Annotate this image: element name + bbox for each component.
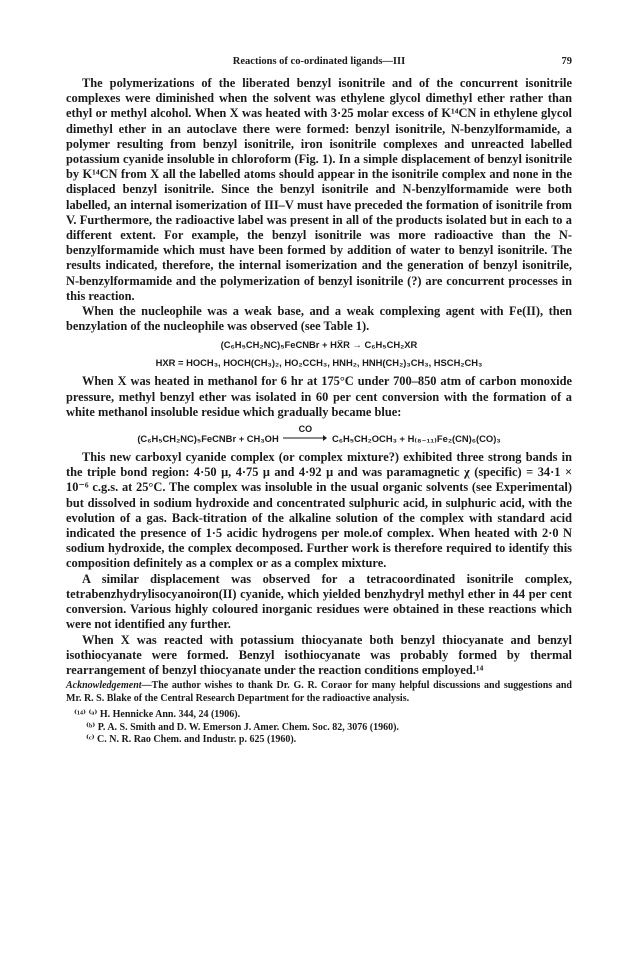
paragraph: A similar displacement was observed for a tetracoordinated isonitrile complex, tetrabenzhydrylisocyanoiron(II) cyanide, which yielded benzhydryl methyl ether in 44 per cent conversion. Various highly coloured inorganic residues were obtained in these reactions which were not identified any further.: [66, 571, 572, 632]
equation: [66, 424, 572, 446]
equation-right: C₆H₅CH₂OCH₃ + H₍₈₋₁₁₎Fe₂(CN)₆(CO)₃: [331, 433, 501, 445]
paragraph: The polymerizations of the liberated benzyl isonitrile and of the concurrent isonitrile complexes were diminished when the solvent was ethylene glycol dimethyl ether rather than ethyl or methyl alcohol. When X was heated with 3·25 molar excess of K¹⁴CN in ethylene glycol dimethyl ether in an autoclave there were formed: benzyl isonitrile, N-benzylformamide, a polymer resulting from benzyl isonitrile, iron isonitrile complexes and unreacted labelled potassium cyanide insoluble in chloroform (Fig. 1). In a simple displacement of benzyl isonitrile by K¹⁴CN from X all the labelled atoms should appear in the isonitrile complex and none in the displaced benzyl isonitrile. Since the benzyl isonitrile and N-benzylformamide were both labelled, an internal isomerization of III–V must have preceded the formation of isonitrile from V. Furthermore, the radioactive label was present in all of the products isolated but in each to a different extent. For example, the benzyl isonitrile was more radioactive than the N-benzylformamide which must have been formed by addition of water to benzyl isonitrile. The results indicated, therefore, the internal isomerization and the generation of benzyl isonitrile, N-benzylformamide and the polymerization of benzyl isonitrile (?) are concurrent processes in this reaction.: [66, 76, 572, 303]
equation: HXR = HOCH₃, HOCH(CH₃)₂, HO₂CCH₃, HNH₂, HNH(CH₂)₃CH₃, HSCH₂CH₃: [155, 357, 483, 369]
reference-item: ⁽¹⁴⁾ ⁽ᵃ⁾ H. Hennicke Ann. 344, 24 (1906).: [74, 709, 241, 721]
acknowledgement-text: —The author wishes to thank Dr. G. R. Coraor for many helpful discussions and suggestions and Mr. R. S. Blake of the Central Research Department for the radioactive analysis.: [66, 680, 572, 704]
equation: (C₆H₅CH₂NC)₅FeCNBr + HẌR → C₆H₅CH₂XR: [220, 339, 418, 351]
running-title: Reactions of co-ordinated ligands—III: [232, 56, 406, 67]
page: [66, 56, 572, 747]
paragraph: This new carboxyl cyanide complex (or complex mixture?) exhibited three strong bands in the triple bond region: 4·50 μ, 4·75 μ and 4·92 μ and was paramagnetic χ (specific) = 34·1 × 10⁻⁶ c.g.s. at 25°C. The complex was insoluble in the usual organic solvents (see Experimental) but dissolved in sodium hydroxide and concentrated sulphuric acid, in sulphuric acid, with the evolution of a gas. Back-titration of the alkaline solution of the complex with standard acid indicated the presence of 1·5 acidic hydrogens per mole.of complex. When heated with 2·0 N sodium hydroxide, the complex decomposed. Further work is therefore required to identify this composition definitely as a complex or as a complex mixture.: [66, 450, 572, 571]
acknowledgement: [66, 680, 572, 705]
paragraph: When X was heated in methanol for 6 hr at 175°C under 700–850 atm of carbon monoxide pressure, methyl benzyl ether was isolated in 60 per cent conversion with the formation of a white methanol insoluble residue which gradually became blue:: [66, 374, 572, 419]
arrow-label: CO: [298, 424, 313, 435]
references: [66, 709, 572, 747]
equation-left: (C₆H₅CH₂NC)₅FeCNBr + CH₃OH: [137, 433, 279, 445]
reaction-arrow: [281, 424, 329, 446]
reference-item: ⁽ᶜ⁾ C. N. R. Rao Chem. and Industr. p. 625 (1960).: [86, 734, 297, 746]
paragraph: When the nucleophile was a weak base, and a weak complexing agent with Fe(II), then benzylation of the nucleophile was observed (see Table 1).: [66, 304, 572, 334]
running-header: [66, 56, 572, 76]
page-number: 79: [561, 56, 572, 67]
reference-item: ⁽ᵇ⁾ P. A. S. Smith and D. W. Emerson J. Amer. Chem. Soc. 82, 3076 (1960).: [86, 721, 399, 733]
acknowledgement-label: Acknowledgement: [66, 680, 142, 692]
paragraph: When X was reacted with potassium thiocyanate both benzyl thiocyanate and benzyl isothiocyanate were formed. Benzyl isothiocyanate was probably formed by thermal rearrangement of benzyl thiocyanate under the reaction conditions employed.¹⁴: [66, 632, 572, 677]
